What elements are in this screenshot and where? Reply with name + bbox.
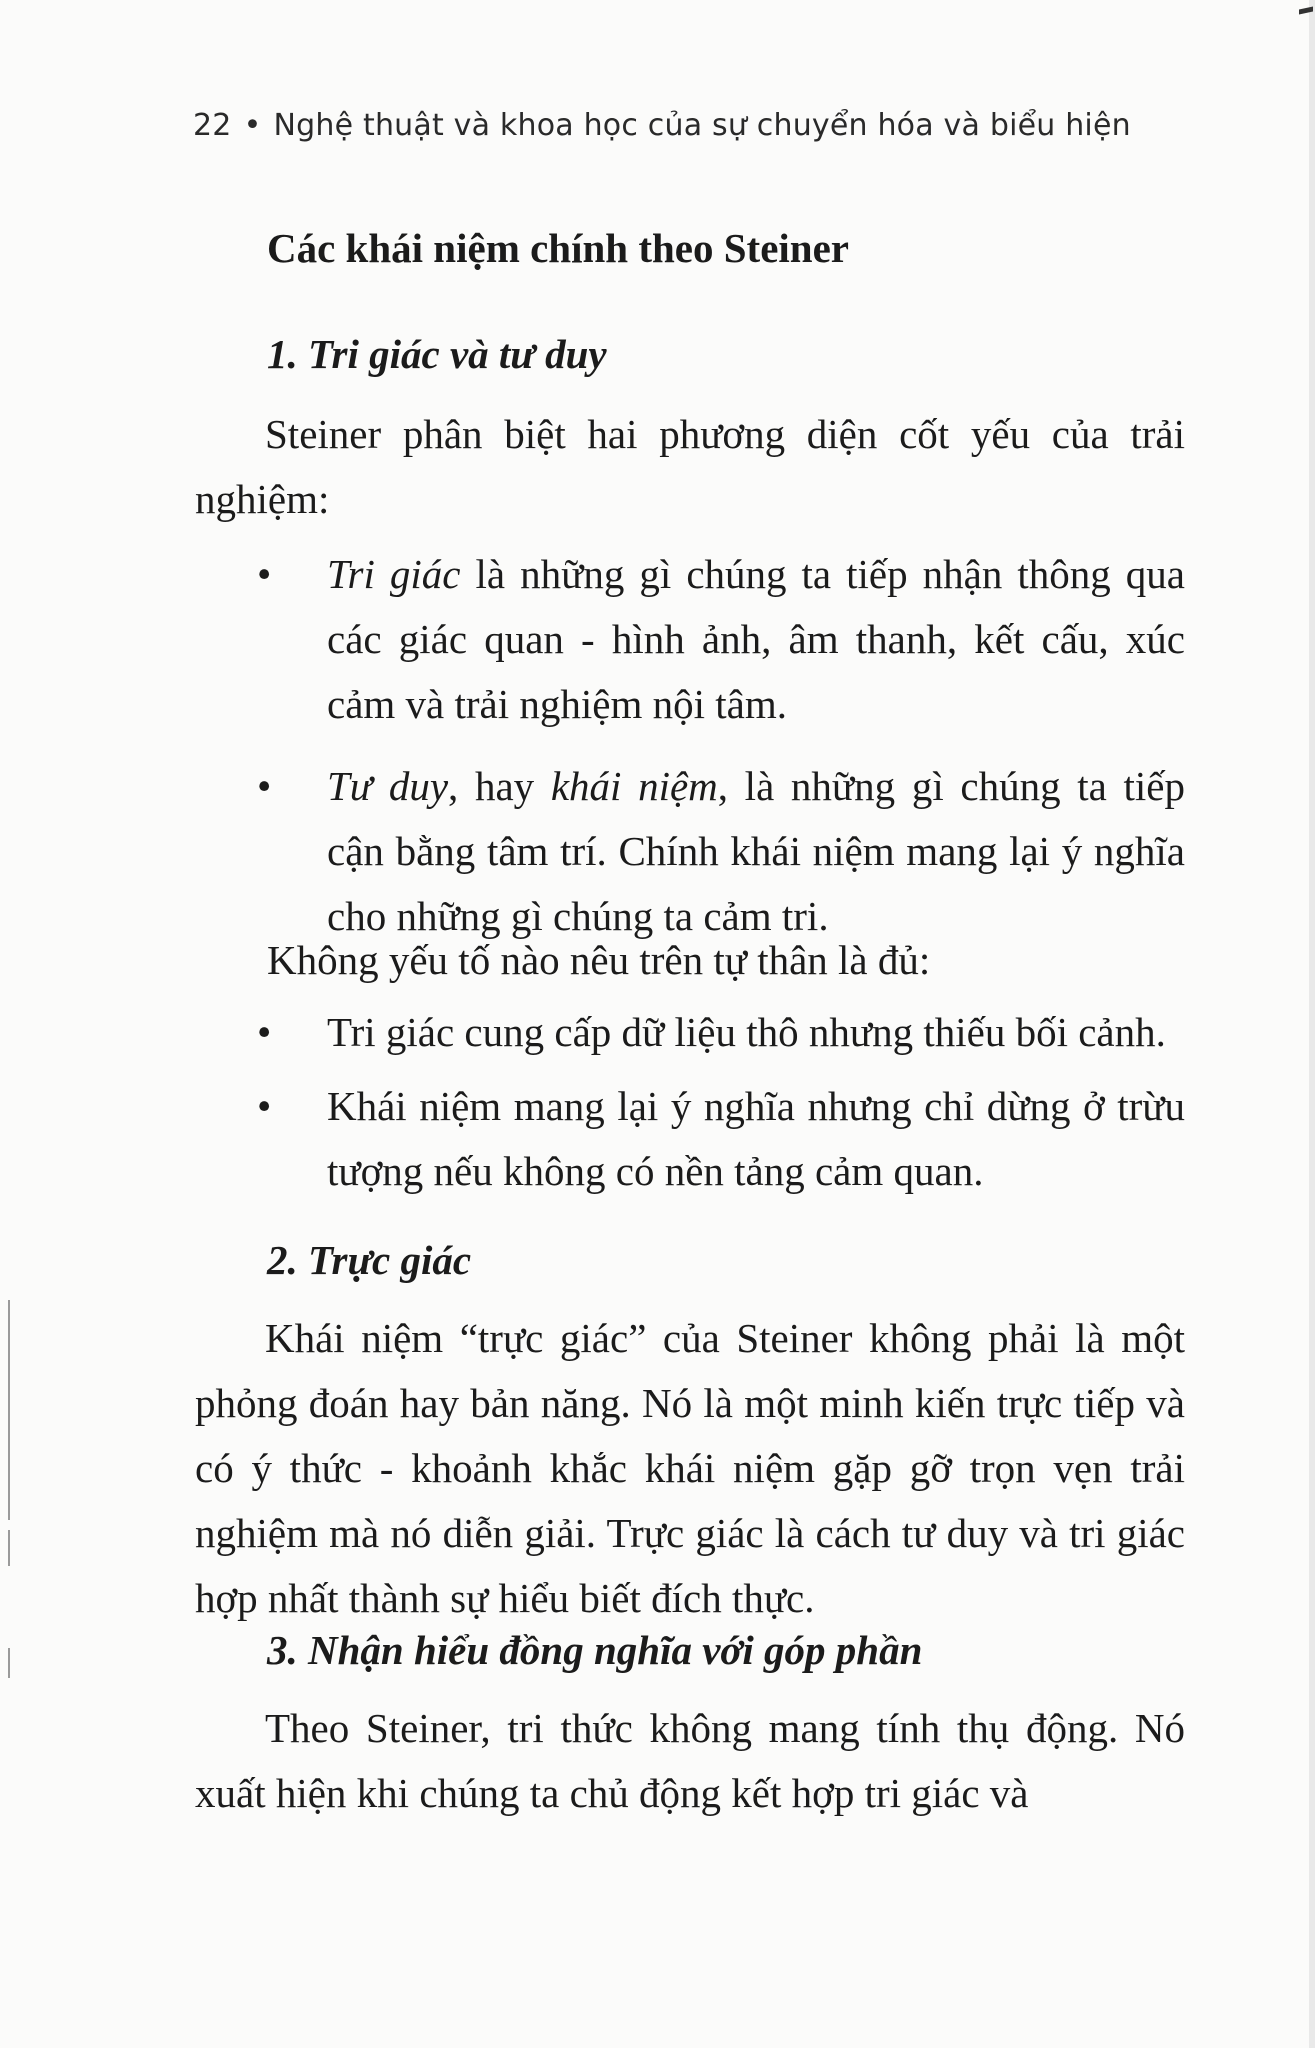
running-head: [193, 108, 1131, 143]
paragraph-intuition: Khái niệm “trực giác” của Steiner không phải là một phỏng đoán hay bản năng. Nó là một minh kiến trực tiếp và có ý thức - khoảnh khắc khái niệm gặp gỡ trọn vẹn trải nghiệm mà nó diễn giải. Trực giác là cách tư duy và tri giác hợp nhất thành sự hiểu biết đích thực.: [195, 1315, 1185, 1621]
bullet-dot: •: [257, 1009, 272, 1055]
lead-sentence: Không yếu tố nào nêu trên tự thân là đủ:: [267, 937, 931, 983]
bullet-text: Khái niệm mang lại ý nghĩa nhưng chỉ dừng ở trừu tượng nếu không có nền tảng cảm quan.: [327, 1083, 1185, 1194]
page-number: 22: [193, 108, 232, 143]
margin-line: [8, 1648, 10, 1678]
running-head-separator: •: [243, 108, 262, 143]
bullet-item-perception: [257, 542, 1185, 737]
bullet-dot: •: [257, 551, 272, 597]
margin-line: [8, 1530, 10, 1566]
bullet-text: [327, 542, 1185, 737]
bullet-dot: •: [257, 1083, 272, 1129]
bullet-item-abstraction: [257, 1074, 1185, 1204]
term-thinking: Tư duy: [327, 763, 449, 809]
term-concept: khái niệm: [550, 763, 718, 809]
section-title: Các khái niệm chính theo Steiner: [267, 225, 849, 271]
bullet-text: Tri giác cung cấp dữ liệu thô nhưng thiếu bối cảnh.: [327, 1009, 1166, 1055]
margin-line: [8, 1300, 10, 1520]
bullet-item-thinking: [257, 754, 1185, 949]
paragraph-knowing: Theo Steiner, tri thức không mang tính thụ động. Nó xuất hiện khi chúng ta chủ động kết hợp tri giác và: [195, 1705, 1185, 1816]
bullet-text: [327, 754, 1185, 949]
scan-edge: [1309, 0, 1315, 2048]
paragraph-intro: Steiner phân biệt hai phương diện cốt yếu của trải nghiệm:: [195, 411, 1185, 522]
heading-3: 3. Nhận hiểu đồng nghĩa với góp phần: [267, 1627, 923, 1673]
bullet-item-raw-data: [257, 1000, 1185, 1065]
book-title: Nghệ thuật và khoa học của sự chuyển hóa và biểu hiện: [273, 108, 1131, 143]
heading-1: 1. Tri giác và tư duy: [267, 331, 607, 377]
bullet-body: là những gì chúng ta tiếp nhận thông qua các giác quan - hình ảnh, âm thanh, kết cấu, xúc cảm và trải nghiệm nội tâm.: [327, 551, 1185, 727]
term-perception: Tri giác: [327, 551, 461, 597]
heading-2: 2. Trực giác: [267, 1237, 472, 1283]
bullet-body: , là những gì chúng ta tiếp cận bằng tâm trí. Chính khái niệm mang lại ý nghĩa cho những gì chúng ta cảm tri.: [327, 763, 1185, 939]
bullet-dot: •: [257, 763, 272, 809]
bullet-connector: , hay: [448, 763, 551, 809]
